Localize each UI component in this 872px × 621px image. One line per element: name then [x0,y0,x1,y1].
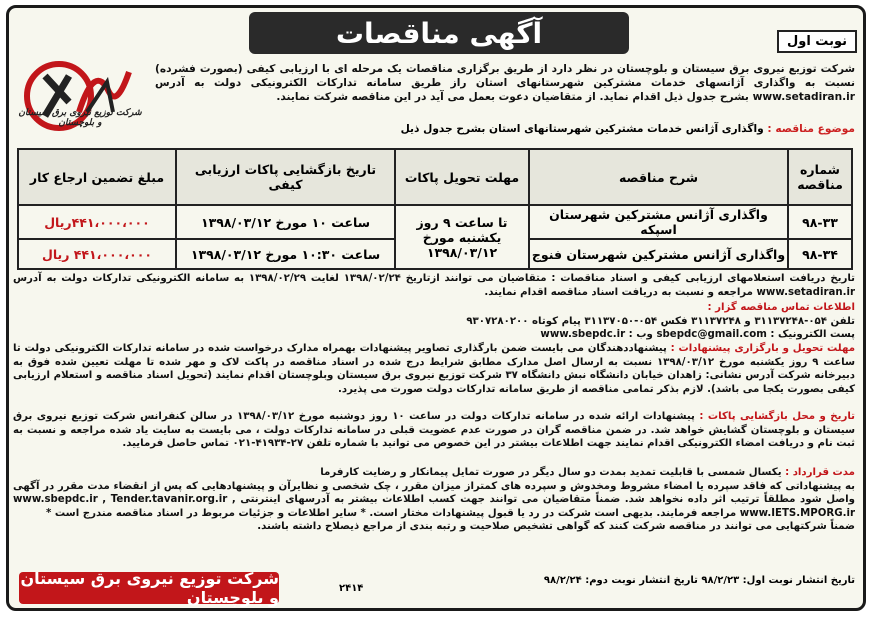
contact-email: پست الکترونیک : sbepdc@gmail.com وب : www.sbepdc.ir [540,329,855,340]
subject-label: موضوع مناقصه : [767,123,855,135]
title-bar [249,12,629,54]
logo-text: شرکت توزیع نیروی برق سیستان و بلوچستان [18,108,142,128]
company-banner: شرکت توزیع نیروی برق سیستان و بلوچستان [20,569,279,607]
table-header-row [18,149,852,205]
contract-label: مدت قرارداد : [785,467,855,478]
subject-line [155,123,855,135]
opening-text: پیشنهادات ارائه شده در سامانه تدارکات دولت در ساعت ۱۰ روز دوشنبه مورخ ۱۳۹۸/۰۳/۱۲ در سالن کنفرانس شرکت توزیع نیروی برق سیستان و بلوچستان گشایش خواهد شد. در ضمن مناقصه گران در صورت عدم عضویت قبلی در سامانه تدارکات دولت ، می بایست به سایت یاد شده مراجعه و نسبت به ثبت نام و دریافت امضاء الکترونیکی اقدام نمایند جهت اطلاعات بیشتر در این خصوص می توانید با شماره تلفن ۲۷-۴۱۹۳۴-۰۲۱ تماس حاصل فرمایید. [13,411,855,449]
row-deadline: تا ساعت ۹ روز یکشنبه مورخ ۱۳۹۸/۰۳/۱۲ [395,205,529,269]
col-number: شماره مناقصه [788,149,852,205]
company-logo-icon [17,52,147,144]
col-deadline: مهلت تحویل پاکات [395,149,529,205]
tender-ad [6,5,866,611]
subject-text: واگذاری آژانس خدمات مشترکین شهرستانهای استان بشرح جدول ذیل [400,123,764,135]
opening-section [13,410,855,451]
round-badge: نوبت اول [777,30,857,53]
contract-text: یکسال شمسی با قابلیت تمدید بمدت دو سال دیگر در صورت تمایل پیمانکار و رضایت کارفرما [320,467,782,478]
ad-title: آگهی مناقصات [335,16,543,50]
row-guarantee: ۴۴۱،۰۰۰،۰۰۰ ریال [18,239,176,269]
receive-paragraph: تاریخ دریافت استعلامهای ارزیابی کیفی و اسناد مناقصات : متقاضیان می توانند ازتاریخ ۱۳۹۸/۰۲/۲۴ لغایت ۱۳۹۸/۰۲/۲۹ به سامانه الکترونیکی تدارکات دولت به آدرس www.setadiran.ir مراجعه و نسبت به دریافت اسناد مناقصه اقدام نمایند. [13,273,856,298]
delivery-text: پیشنهاددهندگان می بایست ضمن بارگذاری تصاویر پیشنهادات بهمراه مدارک درخواست شده در سامانه تدارکات الکترونیکی دولت تا ساعت ۹ روز یکشنبه مورخ ۱۳۹۸/۰۳/۱۲ نسبت به ارسال اصل مدارک مطابق شرایط درج شده در اسناد مناقصه در پاکت لاک و مهر شده تا مهلت تعیین شده فوق به دبیرخانه شرکت آدرس نشانی: زاهدان خیابان دانشگاه نبش دانشگاه ۳۷ شرکت توزیع نیروی برق سیستان وبلوچستان اقدام نمایند (تحویل اسناد مناقصه و استعلام ارزیابی کیفی بصورت یکجا می باشد). لازم بذکر تمامی مناقصه از طریق سامانه تدارکات دولت صورت می پذیرد. [13,343,855,395]
conditions-text: به پیشنهاداتی که فاقد سپرده یا امضاء مشروط ومخدوش و سپرده های کمتراز میزان مقرر ، چک شخصی و نظایرآن و پیشنهادهایی که پس از انقضاء مدت مقرر در آگهی واصل شود مطلقاً ترتیب اثر داده نخواهد شد. ضمناً متقاضیان می توانند جهت کسب اطلاعات بیشتر به آدرسهای اینترنتی www.sbepdc.ir , Tender.tavanir.org.ir , www.IETS.MPORG.ir مراجعه فرمایند. بدیهی است شرکت در رد یا قبول پیشنهادات مختار است. * سایر اطلاعات و جزئیات مربوط در اسناد مناقصه مندرج است * [13,480,855,519]
contact-phone: تلفن ۰۵۴-۳۱۱۳۷۲۴۸ و ۳۱۱۳۷۲۴۸ فکس ۰۵۴-۳۱۱۳۷۰۵۰ پیام کوتاه ۹۳۰۷۲۸۰۲۰۰ [466,315,855,327]
page-number: ۲۴۱۴ [339,583,364,594]
contract-section [13,466,855,534]
delivery-label: مهلت تحویل و بارگزاری پیشنهادات : [670,343,855,354]
row-number: ۹۸-۳۳ [788,205,852,239]
tender-table [17,148,853,270]
intro-paragraph: شرکت توزیع نیروی برق سیستان و بلوچستان در نظر دارد از طریق برگزاری مناقصات یک مرحله ای با ارزیابی کیفی (بصورت فشرده) نسبت به واگذاری آژانسهای خدمات مشترکین شهرستانهای استان راز طریق سامانه تدارکات الکترونیکی دولت به آدرس www.setadiran.ir بشرح جدول ذیل اقدام نماید. از متقاضیان دعوت بعمل می آید در این مناقصه شرکت نمایند. [155,63,855,103]
col-guarantee: مبلغ تضمین ارجاع کار [18,149,176,205]
row-opening: ساعت ۱۰ مورخ ۱۳۹۸/۰۳/۱۲ [176,205,395,239]
opening-label: تاریخ و محل بازگشایی پاکات : [699,411,855,422]
col-description: شرح مناقصه [529,149,788,205]
publish-dates: تاریخ انتشار نوبت اول: ۹۸/۲/۲۳ تاریخ انتشار نوبت دوم: ۹۸/۲/۲۴ [543,575,855,586]
delivery-section [13,342,855,396]
contact-section [13,301,855,342]
contact-label: اطلاعات تماس مناقصه گزار : [707,302,855,313]
eligibility-text: ضمناً شرکتهایی می توانند در مناقصه شرکت کنند که گواهی تشخیص صلاحیت و رتبه بندی از مراجع ذیصلاح داشته باشند. [257,521,855,532]
row-description: واگذاری آژانس مشترکین شهرستان اسپکه [529,205,788,239]
row-opening: ساعت ۱۰:۳۰ مورخ ۱۳۹۸/۰۳/۱۲ [176,239,395,269]
col-opening: تاریخ بازگشایی پاکات ارزیابی کیفی [176,149,395,205]
table-row [18,205,852,239]
row-number: ۹۸-۳۴ [788,239,852,269]
row-description: واگذاری آژانس مشترکین شهرستان فنوج [529,239,788,269]
row-guarantee: ۴۴۱،۰۰۰،۰۰۰ریال [18,205,176,239]
